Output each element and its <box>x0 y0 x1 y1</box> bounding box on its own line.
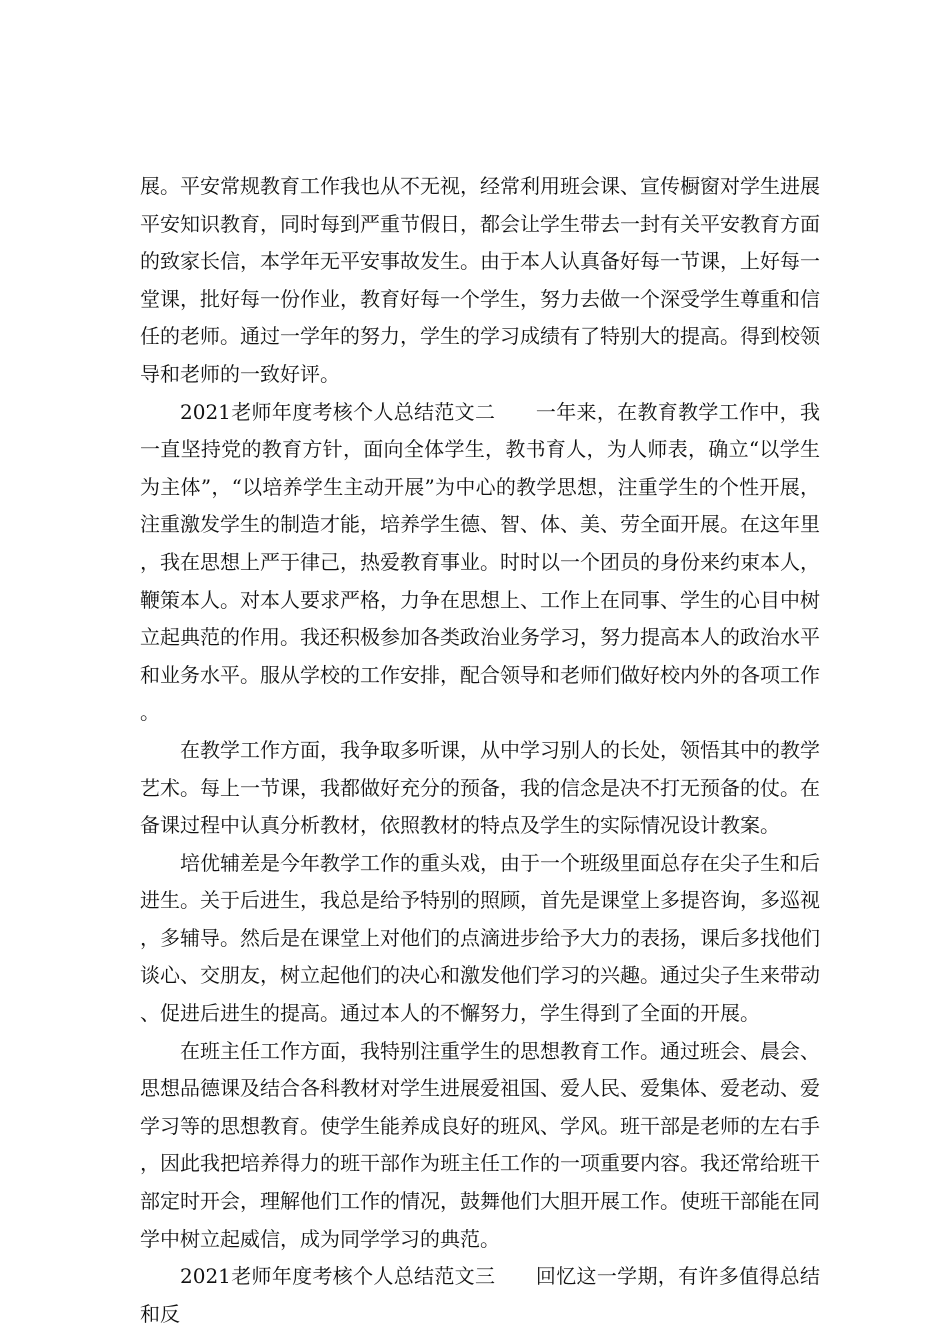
paragraph-continuation: 展。平安常规教育工作我也从不无视，经常利用班会课、宣传橱窗对学生进展平安知识教育，同时每到严重节假日，都会让学生带去一封有关平安教育方面的致家长信，本学年无平安事故发生。由于本人认真备好每一节课，上好每一堂课，批好每一份作业，教育好每一个学生，努力去做一个深受学生尊重和信任的老师。通过一学年的努力，学生的学习成绩有了特别大的提高。得到校领导和老师的一致好评。 <box>140 174 820 386</box>
paragraph-summary-three: 2021老师年度考核个人总结范文三 回忆这一学期，有许多值得总结和反 <box>140 1264 820 1326</box>
paragraph-tutoring: 培优辅差是今年教学工作的重头戏，由于一个班级里面总存在尖子生和后进生。关于后进生，我总是给予特别的照顾，首先是课堂上多提咨询，多巡视，多辅导。然后是在课堂上对他们的点滴进步给予大力的表扬，课后多找他们谈心、交朋友，树立起他们的决心和激发他们学习的兴趣。通过尖子生来带动、促进后进生的提高。通过本人的不懈努力，学生得到了全面的开展。 <box>140 850 820 1026</box>
paragraph-teaching-work: 在教学工作方面，我争取多听课，从中学习别人的长处，领悟其中的教学艺术。每上一节课，我都做好充分的预备，我的信念是决不打无预备的仗。在备课过程中认真分析教材，依照教材的特点及学生的实际情况设计教案。 <box>140 737 820 838</box>
paragraph-class-teacher: 在班主任工作方面，我特别注重学生的思想教育工作。通过班会、晨会、思想品德课及结合各科教材对学生进展爱祖国、爱人民、爱集体、爱老动、爱学习等的思想教育。使学生能养成良好的班风、学风。班干部是老师的左右手，因此我把培养得力的班干部作为班主任工作的一项重要内容。我还常给班干部定时开会，理解他们工作的情况，鼓舞他们大胆开展工作。使班干部能在同学中树立起威信，成为同学学习的典范。 <box>140 1038 820 1251</box>
document-page <box>140 168 820 1333</box>
paragraph-summary-two: 2021老师年度考核个人总结范文二 一年来，在教育教学工作中，我一直坚持党的教育方针，面向全体学生，教书育人，为人师表，确立“以学生为主体”，“以培养学生主动开展”为中心的教学思想，注重学生的个性开展，注重激发学生的制造才能，培养学生德、智、体、美、劳全面开展。在这年里，我在思想上严于律己，热爱教育事业。时时以一个团员的身份来约束本人，鞭策本人。对本人要求严格，力争在思想上、工作上在同事、学生的心目中树立起典范的作用。我还积极参加各类政治业务学习，努力提高本人的政治水平和业务水平。服从学校的工作安排，配合领导和老师们做好校内外的各项工作。 <box>140 399 820 725</box>
